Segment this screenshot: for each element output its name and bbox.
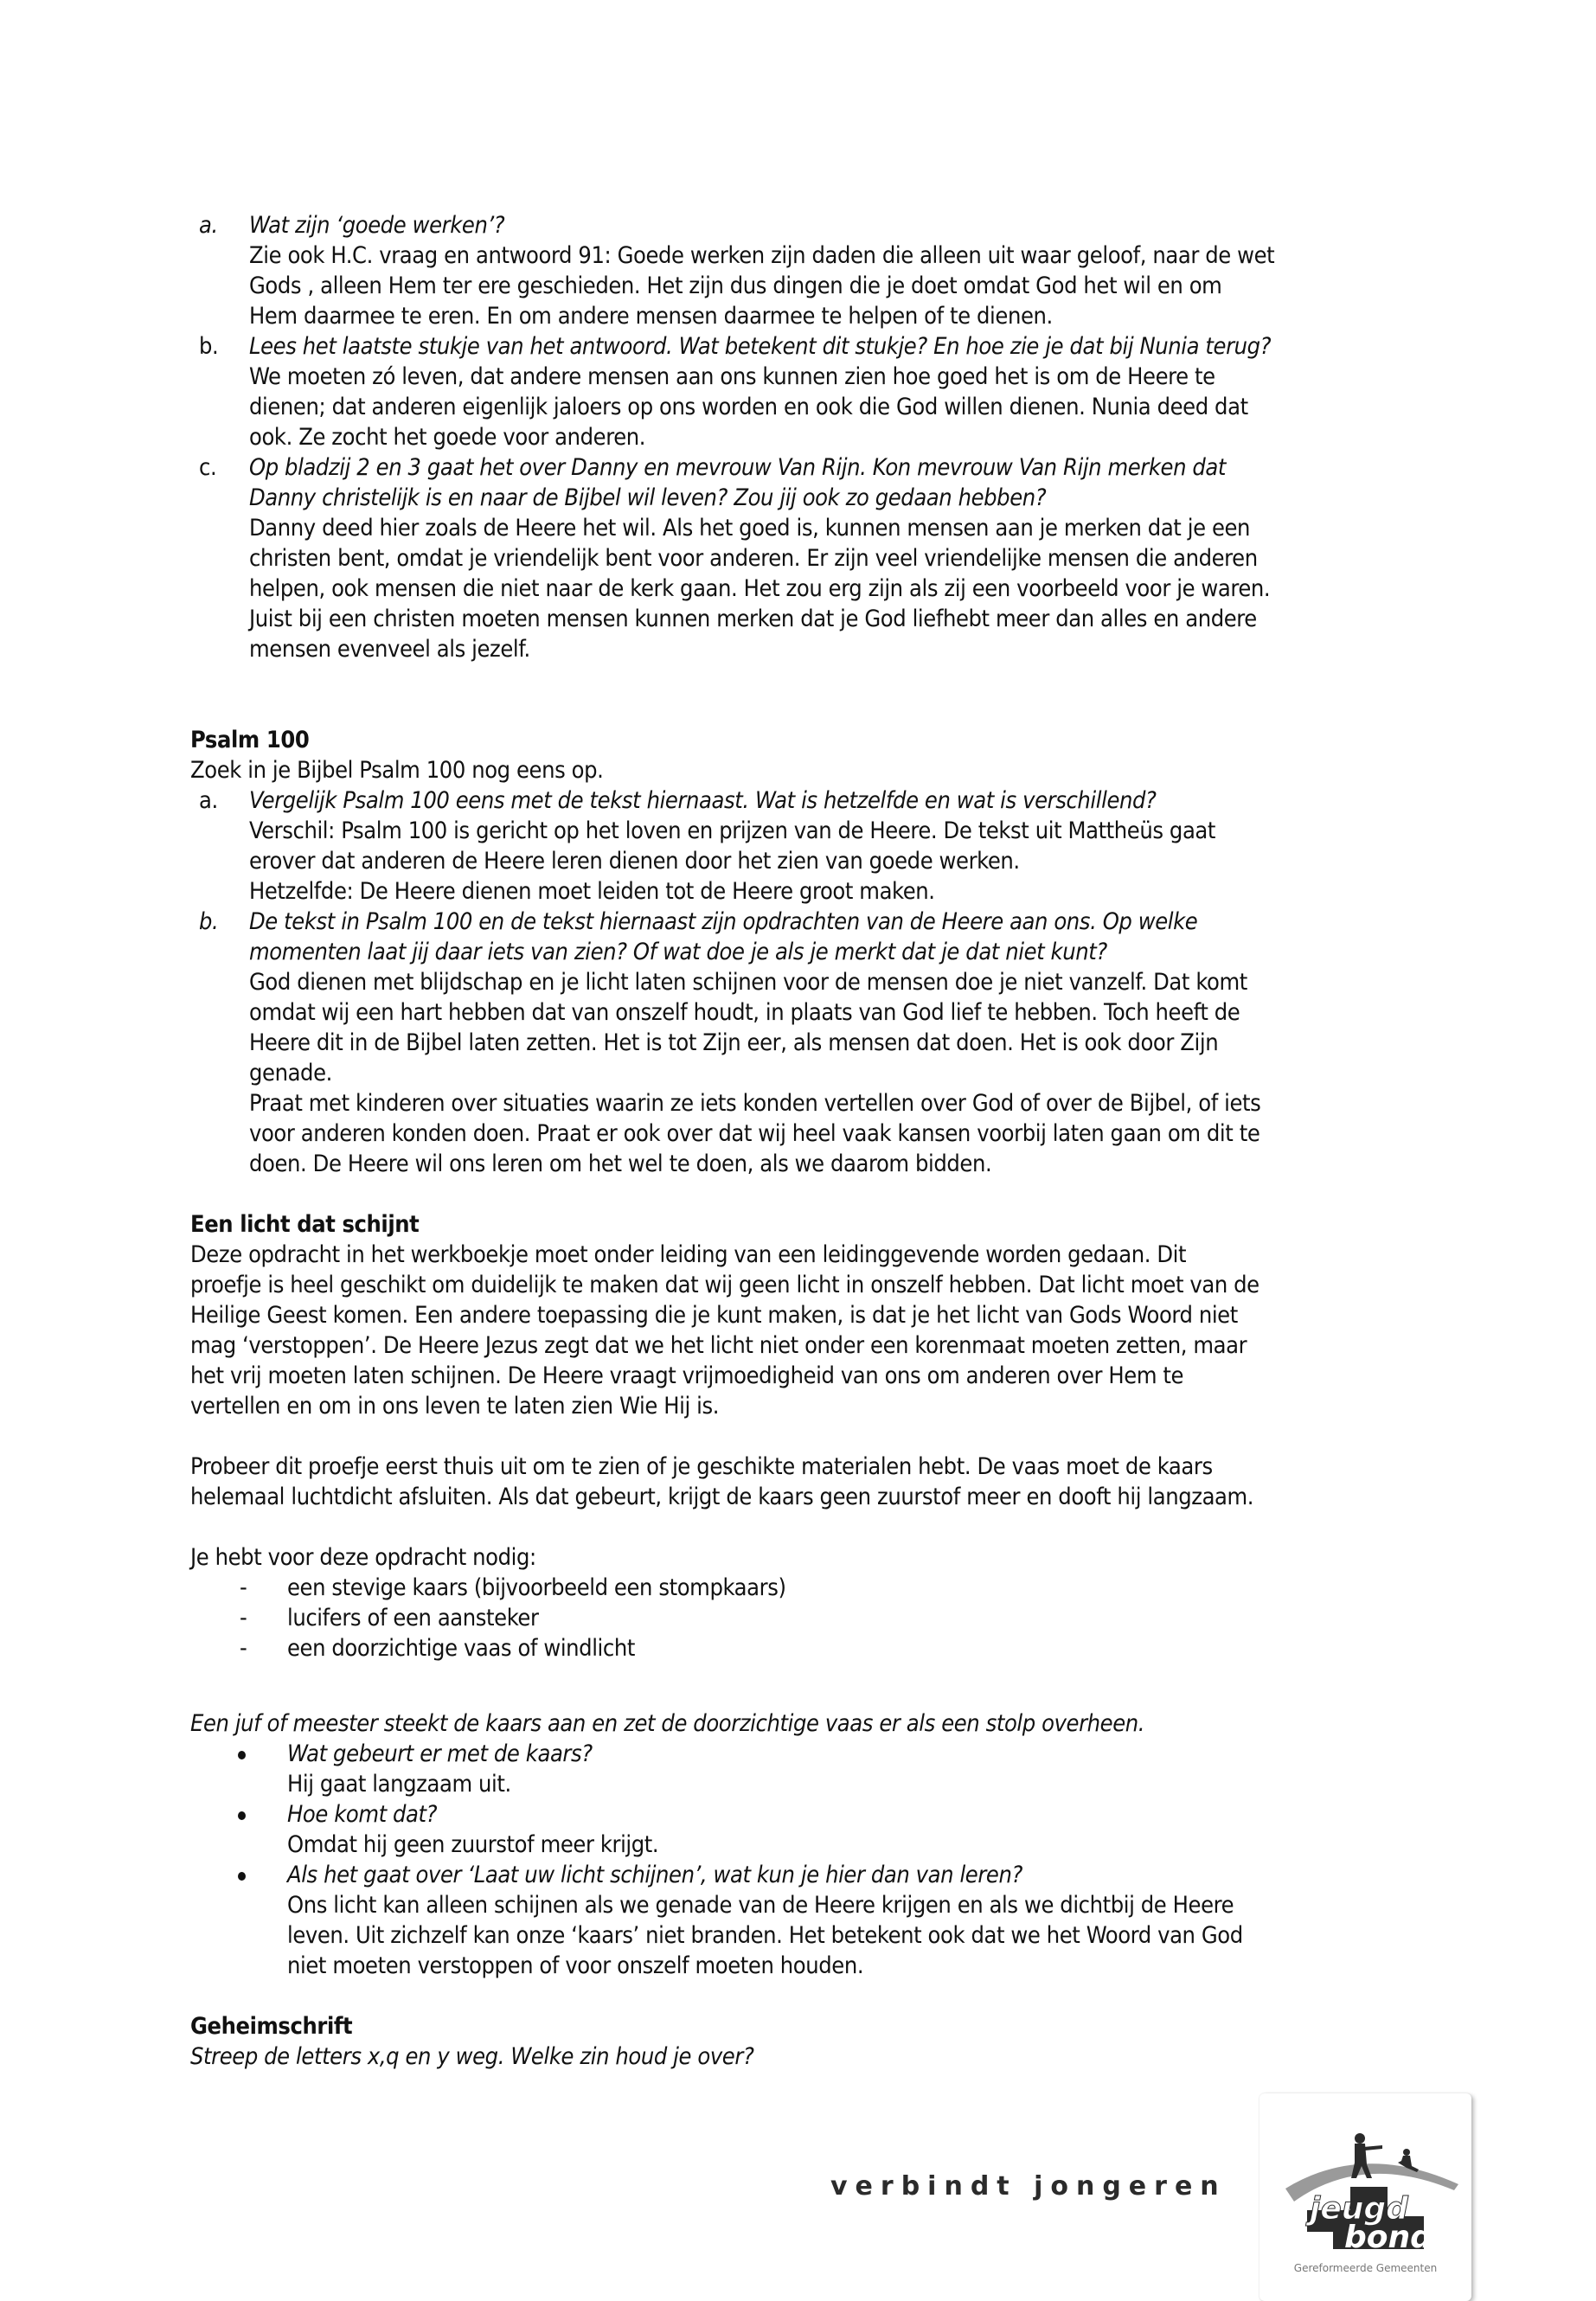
answer-line: erover dat anderen de Heere leren dienen door het zien van goede werken.: [249, 848, 1020, 875]
answer-line: Omdat hij geen zuurstof meer krijgt.: [287, 1831, 659, 1858]
bullet-icon: [238, 1872, 246, 1881]
materials-list: [190, 1573, 1427, 1663]
answer-line: ook. Ze zocht het goede voor anderen.: [249, 424, 646, 451]
instruction-text: Een juf of meester steekt de kaars aan en zet de doorzichtige vaas er als een stolp overheen.: [190, 1710, 1145, 1737]
paragraph-line: Deze opdracht in het werkboekje moet onder leiding van een leidinggevende worden gedaan. Dit: [190, 1241, 1187, 1268]
answer-line: We moeten zó leven, dat andere mensen aan ons kunnen zien hoe goed het is om de Heere te: [249, 363, 1215, 390]
answer-line: Hetzelfde: De Heere dienen moet leiden tot de Heere groot maken.: [249, 878, 935, 905]
answer-line: Juist bij een christen moeten mensen kunnen merken dat je God liefhebt meer dan alles en andere: [249, 606, 1257, 632]
material-item: een doorzichtige vaas of windlicht: [287, 1635, 635, 1662]
list-item: [190, 1799, 1427, 1860]
answer-line: Praat met kinderen over situaties waarin ze iets konden vertellen over God of over de Bijbel, of iets: [249, 1090, 1261, 1117]
question-text: Danny christelijk is en naar de Bijbel wil leven? Zou jij ook zo gedaan hebben?: [249, 484, 1047, 511]
answer-line: niet moeten verstoppen of voor onszelf moeten houden.: [287, 1952, 864, 1979]
list-item: [190, 452, 1427, 664]
material-item: een stevige kaars (bijvoorbeeld een stompkaars): [287, 1574, 786, 1601]
list-item: [190, 210, 1427, 331]
answer-line: genade.: [249, 1060, 332, 1086]
answer-line: Zie ook H.C. vraag en antwoord 91: Goede werken zijn daden die alleen uit waar geloof, naar de wet: [249, 242, 1275, 269]
question-list-goede-werken: [190, 210, 1427, 664]
logo-word-bottom: bond: [1344, 2220, 1433, 2255]
material-item: lucifers of een aansteker: [287, 1605, 539, 1631]
paragraph-line: vertellen en om in ons leven te laten zien Wie Hij is.: [190, 1393, 720, 1420]
paragraph-line: Heilige Geest komen. Een andere toepassing die je kunt maken, is dat je het licht van Gods Woord niet: [190, 1302, 1238, 1329]
spacer: [190, 1179, 1427, 1209]
answer-line: voor anderen konden doen. Praat er ook over dat wij heel vaak kansen voorbij laten gaan om dit te: [249, 1120, 1260, 1147]
answer-line: Hem daarmee te eren. En om andere mensen daarmee te helpen of te dienen.: [249, 303, 1053, 330]
spacer: [190, 1421, 1427, 1452]
question-text: momenten laat jij daar iets van zien? Of wat doe je als je merkt dat je dat niet kunt?: [249, 939, 1107, 965]
qa-list: [190, 1739, 1427, 1981]
section-heading-psalm-100: Psalm 100: [190, 727, 310, 753]
list-marker: b.: [199, 333, 219, 360]
answer-line: Hij gaat langzaam uit.: [287, 1771, 511, 1798]
question-list-psalm-100: [190, 785, 1427, 1179]
list-item: [190, 1603, 1427, 1633]
bullet-icon: [238, 1751, 246, 1759]
list-item: [190, 331, 1427, 452]
question-text: Lees het laatste stukje van het antwoord. Wat betekent dit stukje? En hoe zie je dat bij Nunia terug?: [249, 333, 1272, 360]
answer-line: Gods , alleen Hem ter ere geschieden. Het zijn dus dingen die je doet omdat God het wil en om: [249, 272, 1222, 299]
list-marker: a.: [199, 787, 218, 814]
list-item: [190, 785, 1427, 907]
dash-marker: -: [240, 1635, 247, 1662]
question-text: Als het gaat over ‘Laat uw licht schijnen’, wat kun je hier dan van leren?: [287, 1862, 1022, 1888]
question-text: Wat zijn ‘goede werken’?: [249, 212, 505, 239]
answer-line: helpen, ook mensen die niet naar de kerk gaan. Het zou erg zijn als zij een voorbeeld voor je waren.: [249, 575, 1271, 602]
paragraph: [190, 1452, 1427, 1512]
question-text: Wat gebeurt er met de kaars?: [287, 1740, 593, 1767]
materials-intro: Je hebt voor deze opdracht nodig:: [190, 1544, 536, 1571]
psalm-intro: Zoek in je Bijbel Psalm 100 nog eens op.: [190, 757, 604, 784]
paragraph-line: helemaal luchtdicht afsluiten. Als dat gebeurt, krijgt de kaars geen zuurstof meer en dooft hij langzaam.: [190, 1484, 1254, 1510]
spacer: [190, 664, 1427, 725]
list-marker: b.: [199, 908, 219, 935]
paragraph: [190, 1240, 1427, 1421]
section-heading-geheimschrift: Geheimschrift: [190, 2013, 353, 2040]
logo-word-top: jeugd: [1310, 2191, 1408, 2227]
document-page: [190, 210, 1427, 2072]
list-marker: a.: [199, 212, 218, 239]
answer-line: omdat wij een hart hebben dat van onszelf houdt, in plaats van God lief te hebben. Toch heeft de: [249, 999, 1240, 1026]
paragraph-line: mag ‘verstoppen’. De Heere Jezus zegt dat we het licht niet onder een korenmaat moeten zetten, maar: [190, 1332, 1247, 1359]
geheimschrift-instruction: Streep de letters x,q en y weg. Welke zin houd je over?: [190, 2043, 754, 2070]
jeugdbond-logo: [1259, 2093, 1471, 2301]
list-item: [190, 1739, 1427, 1799]
dash-marker: -: [240, 1574, 247, 1601]
question-text: Vergelijk Psalm 100 eens met de tekst hiernaast. Wat is hetzelfde en wat is verschillend?: [249, 787, 1157, 814]
footer-slogan: verbindt jongeren: [830, 2171, 1227, 2202]
bullet-icon: [238, 1811, 246, 1820]
question-text: Op bladzij 2 en 3 gaat het over Danny en mevrouw Van Rijn. Kon mevrouw Van Rijn merken dat: [249, 454, 1227, 481]
paragraph-line: proefje is heel geschikt om duidelijk te maken dat wij geen licht in onszelf hebben. Dat licht moet van de: [190, 1272, 1259, 1298]
list-item: [190, 1573, 1427, 1603]
list-item: [190, 1633, 1427, 1663]
list-item: [190, 907, 1427, 1179]
paragraph-line: het vrij moeten laten schijnen. De Heere vraagt vrijmoedigheid van ons om anderen over Hem te: [190, 1362, 1184, 1389]
answer-line: dienen; dat anderen eigenlijk jaloers op ons worden en ook die God willen dienen. Nunia deed dat: [249, 394, 1248, 420]
question-text: Hoe komt dat?: [287, 1801, 438, 1828]
spacer: [190, 1663, 1427, 1708]
answer-line: doen. De Heere wil ons leren om het wel te doen, als we daarom bidden.: [249, 1150, 992, 1177]
logo-subtitle: Gereformeerde Gemeenten: [1293, 2262, 1438, 2274]
answer-line: Heere dit in de Bijbel laten zetten. Het is tot Zijn eer, als mensen dat doen. Het is ook door Zijn: [249, 1029, 1219, 1056]
question-text: De tekst in Psalm 100 en de tekst hiernaast zijn opdrachten van de Heere aan ons. Op welke: [249, 908, 1198, 935]
answer-line: christen bent, omdat je vriendelijk bent voor anderen. Er zijn veel vriendelijke mensen die anderen: [249, 545, 1258, 572]
dash-marker: -: [240, 1605, 247, 1631]
spacer: [190, 1981, 1427, 2011]
answer-line: Verschil: Psalm 100 is gericht op het loven en prijzen van de Heere. De tekst uit Mattheüs gaat: [249, 817, 1216, 844]
logo-graphic: [1259, 2093, 1471, 2262]
answer-line: Ons licht kan alleen schijnen als we genade van de Heere krijgen en als we dichtbij de Heere: [287, 1892, 1234, 1919]
answer-line: mensen evenveel als jezelf.: [249, 636, 530, 663]
section-heading-licht: Een licht dat schijnt: [190, 1211, 420, 1238]
spacer: [190, 1512, 1427, 1542]
answer-line: God dienen met blijdschap en je licht laten schijnen voor de mensen doe je niet vanzelf. Dat komt: [249, 969, 1247, 996]
answer-line: leven. Uit zichzelf kan onze ‘kaars’ niet branden. Het betekent ook dat we het Woord van God: [287, 1922, 1243, 1949]
paragraph-line: Probeer dit proefje eerst thuis uit om te zien of je geschikte materialen hebt. De vaas moet de kaars: [190, 1453, 1213, 1480]
answer-line: Danny deed hier zoals de Heere het wil. Als het goed is, kunnen mensen aan je merken dat je een: [249, 515, 1251, 542]
list-item: [190, 1860, 1427, 1981]
list-marker: c.: [199, 454, 217, 481]
